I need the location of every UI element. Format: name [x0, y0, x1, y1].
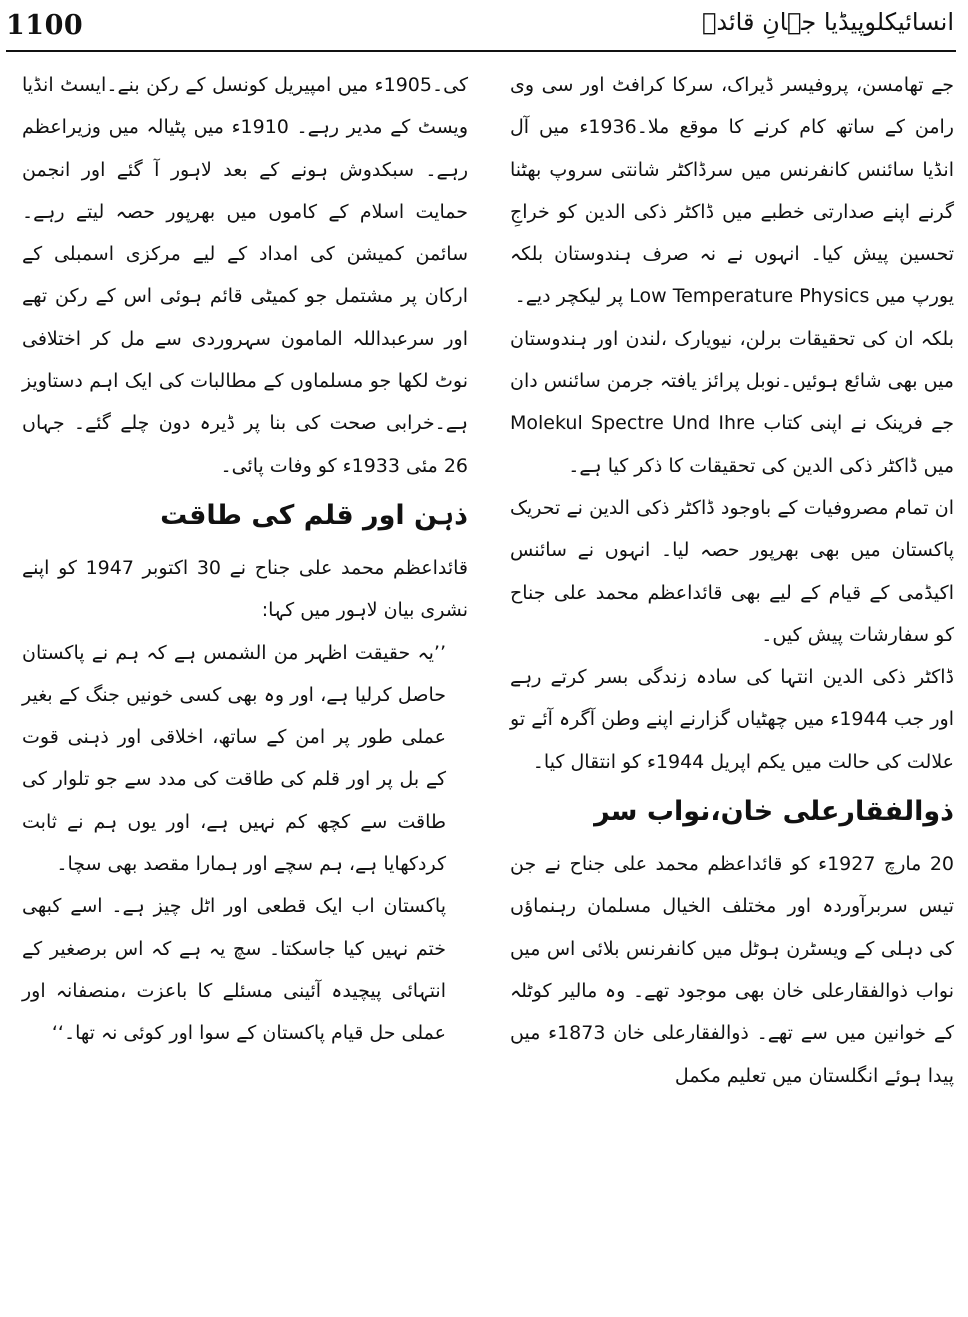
speech-quote-part-2: پاکستان اب ایک قطعی اور اٹل چیز ہے۔ اسے کبھی ختم نہیں کیا جاسکتا۔ سچ یہ ہے کہ اس برصغیر کے انتہائی پیچیدہ آئینی مسئلے کا باعزت ،منصفانہ اور عملی حل قیام پاکستان کے سوا اور کوئی نہ تھا۔‘‘ [22, 895, 446, 1045]
zakiuddin-paragraph-4: ڈاکٹر ذکی الدین انتہا کی سادہ زندگی بسر کرتے رہے اور جب 1944ء میں چھٹیاں گزارنے اپنے وطن آگرہ آئے تو علالت کی حالت میں یکم اپریل 1944ء کو انتقال کیا۔ [510, 666, 954, 773]
section-heading-zulfiqar-ali-khan: ذوالفقارعلی خان،نواب سر [594, 796, 954, 828]
speech-quote-part-1: ’’یہ حقیقت اظہر من الشمس ہے کہ ہم نے پاکستان حاصل کرلیا ہے، اور وہ بھی کسی خونیں جنگ کے بغیر عملی طور پر امن کے ساتھ، اخلاقی اور ذہنی قوت کے بل پر اور قلم کی طاقت کی مدد سے جو تلوار کی طاقت سے کچھ کم نہیں ہے، اور یوں ہم نے ثابت کردکھایا ہے، ہم سچے اور ہمارا مقصد بھی سچا۔ [22, 641, 446, 876]
running-title: انسائیکلوپیڈیا جہانِ قائدؒ [702, 8, 954, 36]
zakiuddin-paragraph-2: بلکہ ان کی تحقیقات برلن، نیویارک ،لندن اور ہندوستان میں بھی شائع ہوئیں۔نوبل پرائز یافتہ جرمن سائنس دان جے فرینک نے اپنی کتاب Molekul Spectre Und Ihre میں ڈاکٹر ذکی الدین کی تحقیقات کا ذکر کیا ہے۔ [510, 327, 955, 477]
speech-intro: قائداعظم محمد علی جناح نے 30 اکتوبر 1947 کو اپنے نشری بیان لاہور میں کہا: [22, 556, 468, 622]
page-number: 1100 [6, 10, 84, 41]
left-column [22, 64, 468, 1055]
right-column [510, 64, 954, 1097]
section-heading-mind-and-pen: ذہن اور قلم کی طاقت [160, 499, 468, 531]
zulfiqar-bio-continued: کی۔1905ء میں امپیریل کونسل کے رکن بنے۔ایسٹ انڈیا ویسٹ کے مدیر رہے۔ 1910ء میں پٹیالہ میں وزیراعظم رہے۔ سبکدوش ہونے کے بعد لاہور آ گئے اور انجمن حمایت اسلام کے کاموں میں بھرپور حصہ لیتے رہے۔ سائمن کمیشن کی امداد کے لیے مرکزی اسمبلی کے ارکان پر مشتمل جو کمیٹی قائم ہوئی اس کے رکن تھے اور سرعبداللہ المامون سہروردی سے مل کر اختلافی نوٹ لکھا جو مسلماوں کے مطالبات کی ایک اہم دستاویز ہے۔خرابی صحت کی بنا پر ڈیرہ دون چلے گئے۔ جہاں 26 مئی 1933ء کو وفات پائی۔ [22, 74, 469, 477]
zakiuddin-paragraph-3: ان تمام مصروفیات کے باوجود ڈاکٹر ذکی الدین نے تحریک پاکستان میں بھی بھرپور حصہ لیا۔ انہوں نے سائنس اکیڈمی کے قیام کے لیے بھی قائداعظم محمد علی جناح کو سفارشات پیش کیں۔ [510, 496, 954, 646]
header-rule [6, 50, 956, 52]
zakiuddin-paragraph-1: جے تھامسن، پروفیسر ڈیراک، سرکا کرافٹ اور سی وی رامن کے ساتھ کام کرنے کا موقع ملا۔1936ء میں آل انڈیا سائنس کانفرنس میں سرڈاکٹر شانتی سروپ بھٹنا گرنے اپنے صدارتی خطبے میں ڈاکٹر ذکی الدین کو خراجِ تحسین پیش کیا۔ انہوں نے نہ صرف ہندوستان بلکہ یورپ میں Low Temperature Physics پر لیکچر دیے۔ [510, 74, 954, 308]
page-header [0, 0, 968, 52]
zulfiqar-paragraph-1: 20 مارچ 1927ء کو قائداعظم محمد علی جناح نے جن تیس سربرآوردہ اور مختلف الخیال مسلمان رہنماؤں کی دہلی کے ویسٹرن ہوٹل میں کانفرنس بلائی اس میں نواب ذوالفقارعلی خان بھی موجود تھے۔ وہ مالیر کوٹلہ کے خوانین میں سے تھے۔ ذوالفقارعلی خان 1873ء میں پیدا ہوئے انگلستان میں تعلیم مکمل [510, 853, 954, 1087]
